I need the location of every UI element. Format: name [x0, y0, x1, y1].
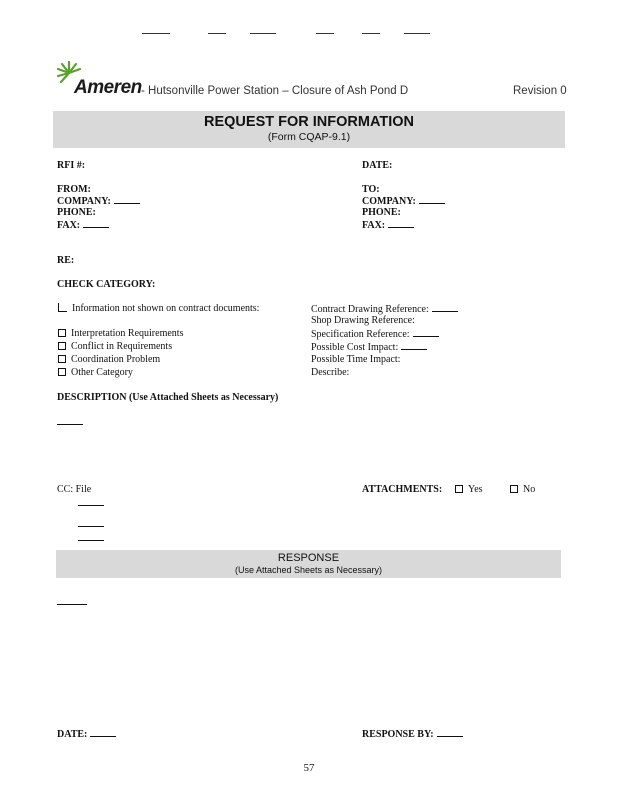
from-company-field[interactable]: [57, 195, 140, 207]
check-category-label: CHECK CATEGORY:: [57, 279, 156, 290]
checkbox-icon[interactable]: [58, 342, 66, 350]
category-other[interactable]: Other Category: [58, 367, 133, 378]
cc-blank[interactable]: [78, 540, 104, 541]
shop-drawing-label: Shop Drawing Reference:: [311, 315, 415, 326]
title-bar: [53, 111, 565, 148]
to-company-field[interactable]: [362, 195, 445, 207]
from-label: FROM:: [57, 184, 91, 195]
top-rule: [142, 33, 170, 34]
re-label: RE:: [57, 255, 75, 266]
rfi-number-label: RFI #:: [57, 160, 86, 171]
category-interpretation[interactable]: Interpretation Requirements: [58, 328, 183, 339]
cc-file-label: CC: File: [57, 484, 92, 495]
top-rule: [316, 33, 334, 34]
fax-label: FAX:: [362, 220, 386, 231]
checkbox-icon[interactable]: [58, 303, 67, 312]
form-title: REQUEST FOR INFORMATION: [204, 114, 414, 130]
top-rule: [208, 33, 226, 34]
from-fax-field[interactable]: [57, 219, 109, 231]
from-phone-label: PHONE:: [57, 207, 96, 218]
project-title: - Hutsonville Power Station – Closure of Ash Pond D: [141, 85, 409, 97]
to-phone-label: PHONE:: [362, 207, 401, 218]
description-blank[interactable]: [57, 424, 83, 425]
attachments-yes-option[interactable]: Yes: [455, 484, 483, 495]
top-rule: [250, 33, 276, 34]
response-by-field[interactable]: RESPONSE BY:: [362, 728, 463, 740]
checkbox-icon[interactable]: [58, 329, 66, 337]
response-subtitle: (Use Attached Sheets as Necessary): [234, 565, 383, 575]
category-conflict[interactable]: Conflict in Requirements: [58, 341, 172, 352]
attachments-no-option[interactable]: No: [510, 484, 535, 495]
page-number: 57: [303, 762, 315, 774]
cost-impact-field[interactable]: Possible Cost Impact:: [311, 341, 427, 353]
top-rule: [362, 33, 380, 34]
checkbox-icon[interactable]: [58, 368, 66, 376]
cc-blank[interactable]: [78, 505, 104, 506]
checkbox-icon[interactable]: [58, 355, 66, 363]
attachments-label: ATTACHMENTS:: [362, 484, 443, 495]
ameren-logo-text: Ameren: [74, 77, 142, 98]
date-label: DATE:: [362, 160, 393, 171]
company-label: COMPANY:: [57, 196, 111, 207]
response-blank[interactable]: [57, 604, 87, 605]
response-title: RESPONSE: [277, 552, 340, 564]
to-fax-field[interactable]: [362, 219, 414, 231]
to-label: TO:: [362, 184, 380, 195]
category-coordination[interactable]: Coordination Problem: [58, 354, 160, 365]
revision-label: Revision 0: [513, 85, 567, 97]
top-rule: [404, 33, 430, 34]
response-bar: [56, 550, 561, 578]
checkbox-icon[interactable]: [510, 485, 518, 493]
response-date-field[interactable]: DATE:: [57, 728, 116, 740]
cc-blank[interactable]: [78, 526, 104, 527]
company-label: COMPANY:: [362, 196, 416, 207]
time-impact-label: Possible Time Impact:: [311, 354, 401, 365]
contract-drawing-field[interactable]: Contract Drawing Reference:: [311, 303, 458, 315]
description-label: DESCRIPTION (Use Attached Sheets as Necessary): [57, 392, 279, 403]
specification-field[interactable]: Specification Reference:: [311, 328, 439, 340]
fax-label: FAX:: [57, 220, 81, 231]
checkbox-icon[interactable]: [455, 485, 463, 493]
form-subtitle: (Form CQAP-9.1): [267, 131, 351, 143]
describe-label: Describe:: [311, 367, 350, 378]
category-information-not-shown[interactable]: Information not shown on contract documents:: [58, 303, 259, 314]
